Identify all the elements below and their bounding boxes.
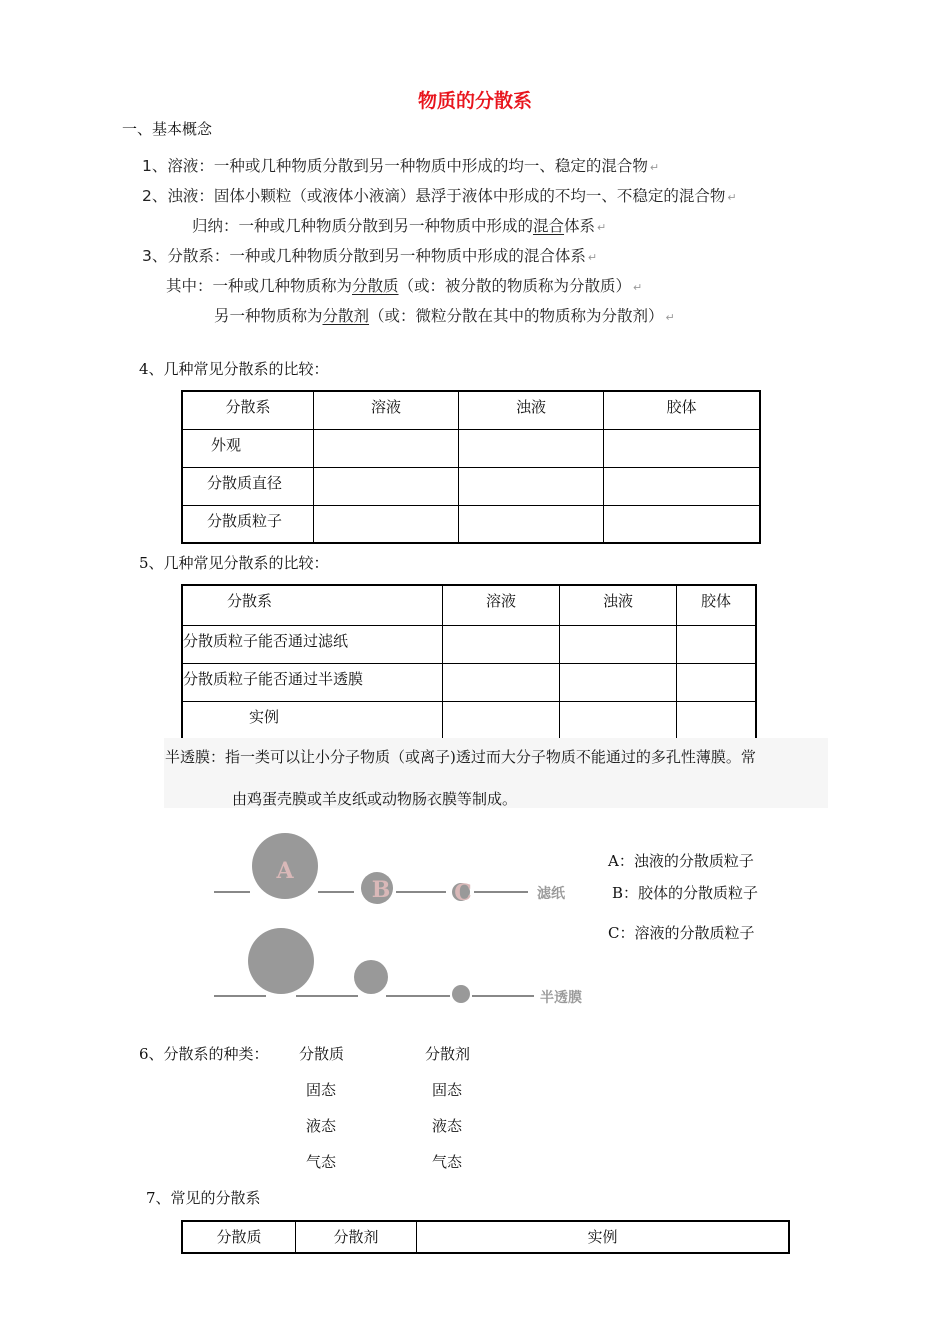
note-line-2: 由鸡蛋壳膜或羊皮纸或动物肠衣膜等制成。 [232, 790, 518, 808]
medium-state: 液态 [432, 1117, 463, 1135]
table-cell [443, 663, 560, 701]
particle-b-label: B [371, 877, 391, 903]
return-mark-icon: ↵ [587, 251, 598, 264]
table7-heading: 7、常见的分散系 [146, 1189, 261, 1207]
return-mark-icon: ↵ [597, 221, 607, 234]
table-row-label: 分散质粒子 [182, 505, 314, 543]
table-cell [560, 701, 677, 739]
comparison-table-2 [181, 584, 757, 740]
particle-b-circle [354, 960, 388, 994]
table-cell [677, 663, 757, 701]
table-header-cell: 溶液 [443, 585, 560, 625]
table-cell [314, 505, 459, 543]
return-mark-icon: ↵ [649, 161, 660, 174]
table-header-cell: 分散系 [182, 391, 314, 429]
phase-state: 固态 [306, 1081, 337, 1099]
table-header-cell: 浊液 [560, 585, 677, 625]
medium-state: 气态 [432, 1153, 463, 1171]
table-cell [459, 467, 604, 505]
table-cell [443, 625, 560, 663]
dispersed-phase-header: 分散质 [299, 1045, 345, 1063]
table-header-cell: 胶体 [604, 391, 761, 429]
table-cell [604, 467, 761, 505]
definition-solution: 1、溶液：一种或几种物质分散到另一种物质中形成的均一、稳定的混合物 ↵ [142, 157, 660, 175]
medium-state: 固态 [432, 1081, 463, 1099]
dispersion-medium-header: 分散剂 [425, 1045, 471, 1063]
particle-size-diagram [200, 826, 600, 1012]
table-cell [459, 505, 604, 543]
table-header-cell: 分散系 [182, 585, 443, 625]
table-cell [677, 701, 757, 739]
table-row-label: 分散质直径 [182, 467, 314, 505]
table-row-label: 分散质粒子能否通过滤纸 [182, 625, 443, 663]
membrane-label: 半透膜 [540, 990, 582, 1006]
table-cell [560, 663, 677, 701]
table-row-label: 实例 [182, 701, 443, 739]
return-mark-icon: ↵ [665, 311, 675, 324]
page-title: 物质的分散系 [417, 90, 532, 112]
particle-c-circle [452, 985, 470, 1003]
table-header-cell: 胶体 [677, 585, 757, 625]
particle-c-label: C [454, 880, 472, 906]
table-header-cell: 分散质 [182, 1221, 296, 1253]
table-header-cell: 分散剂 [296, 1221, 417, 1253]
definition-suspension: 2、浊液：固体小颗粒（或液体小液滴）悬浮于液体中形成的不均一、不稳定的混合物 ↵ [142, 187, 737, 205]
dispersion-medium-line: 另一种物质称为分散剂（或：微粒分散在其中的物质称为分散剂） ↵ [214, 307, 675, 325]
legend-a: A：浊液的分散质粒子 [608, 852, 754, 870]
types-heading: 6、分散系的种类： [139, 1045, 269, 1063]
table4-heading: 4、几种常见分散系的比较： [139, 360, 329, 378]
comparison-table-1 [181, 390, 761, 544]
table-row-label: 外观 [182, 429, 314, 467]
section-heading: 一、基本概念 [122, 120, 213, 138]
note-line-1: 半透膜：指一类可以让小分子物质（或离子)透过而大分子物质不能通过的多孔性薄膜。常 [165, 748, 756, 766]
return-mark-icon: ↵ [727, 191, 737, 204]
table-cell [560, 625, 677, 663]
particle-a-circle [248, 928, 314, 994]
phase-state: 液态 [306, 1117, 337, 1135]
table-header-cell: 浊液 [459, 391, 604, 429]
phase-state: 气态 [306, 1153, 337, 1171]
table-header-cell: 实例 [417, 1221, 790, 1253]
particle-a-label: A [276, 858, 294, 884]
definition-dispersion-system: 3、分散系：一种或几种物质分散到另一种物质中形成的混合体系 ↵ [142, 247, 598, 265]
table5-heading: 5、几种常见分散系的比较： [139, 554, 329, 572]
table-cell [314, 429, 459, 467]
return-mark-icon: ↵ [633, 281, 643, 294]
table-cell [677, 625, 757, 663]
examples-table [181, 1220, 790, 1254]
table-cell [459, 429, 604, 467]
table-header-cell: 溶液 [314, 391, 459, 429]
legend-b: B：胶体的分散质粒子 [612, 884, 759, 902]
table-cell [604, 429, 761, 467]
legend-c: C：溶液的分散质粒子 [608, 924, 755, 942]
table-cell [604, 505, 761, 543]
dispersed-phase-line: 其中：一种或几种物质称为分散质（或：被分散的物质称为分散质） ↵ [166, 277, 643, 295]
filter-paper-label: 滤纸 [537, 886, 565, 902]
table-row-label: 分散质粒子能否通过半透膜 [182, 663, 443, 701]
summary-line: 归纳：一种或几种物质分散到另一种物质中形成的混合体系 ↵ [192, 217, 607, 235]
table-cell [314, 467, 459, 505]
table-cell [443, 701, 560, 739]
